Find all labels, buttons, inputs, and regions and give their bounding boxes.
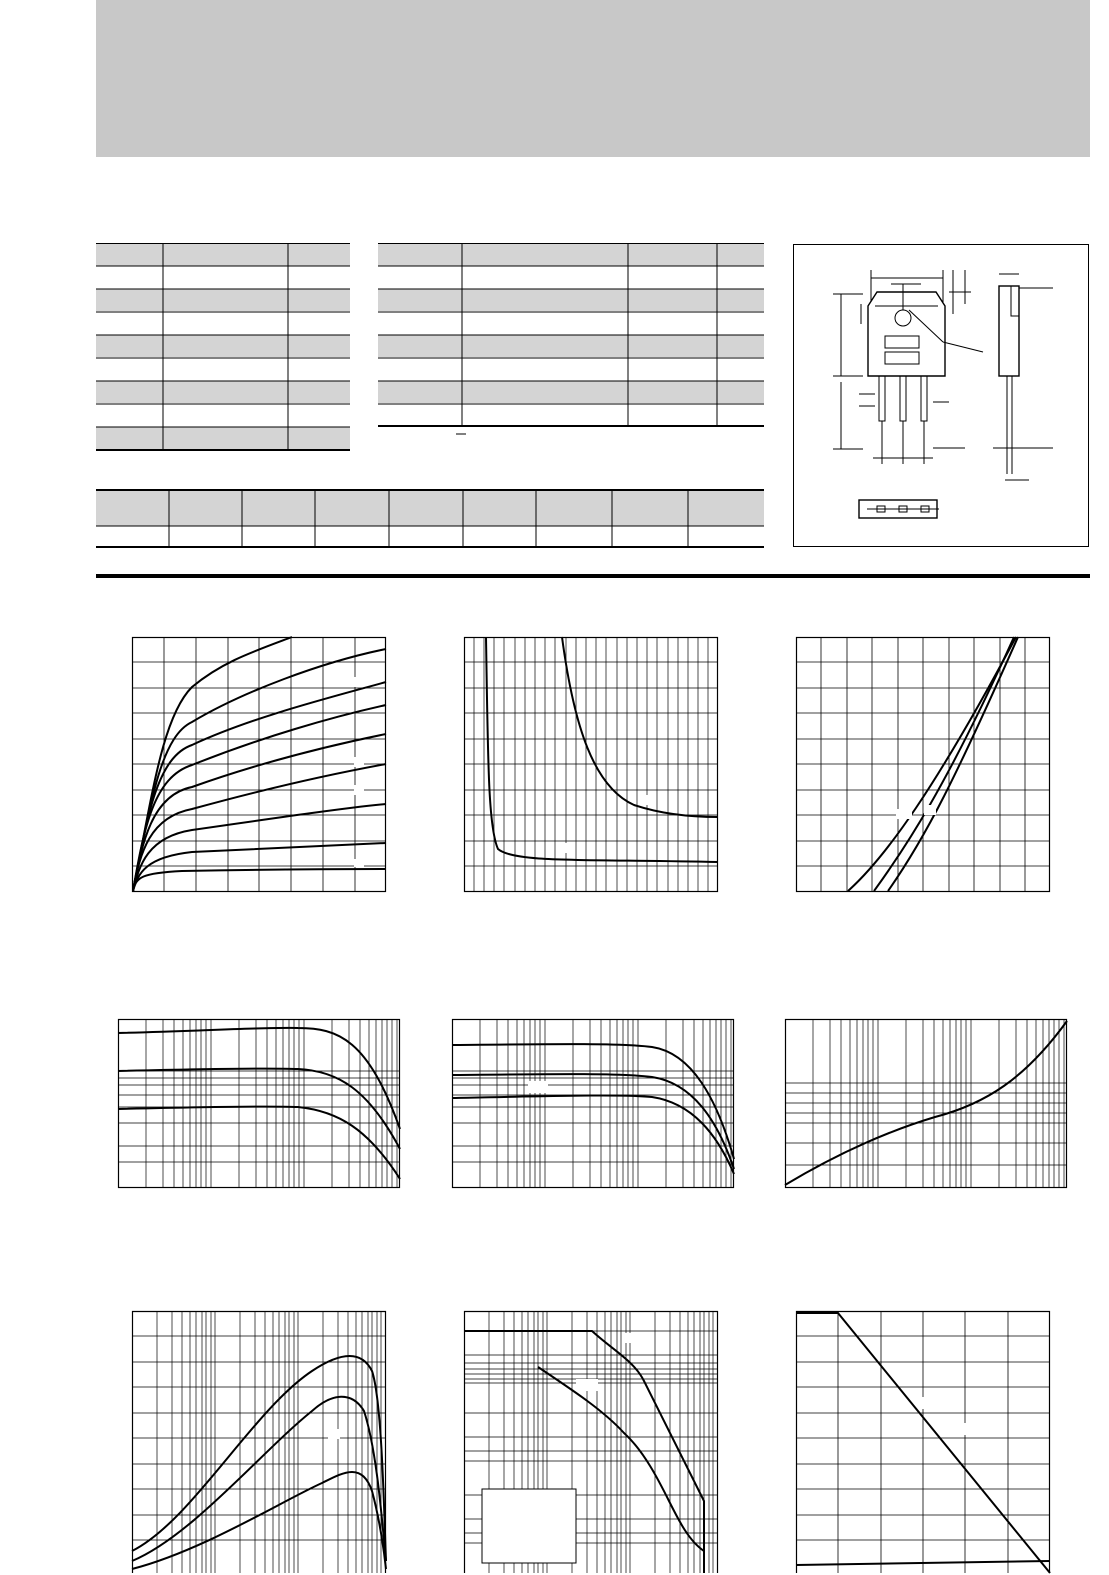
graph-vbe-ic [785, 1019, 1069, 1190]
abs-max-ratings-table [96, 242, 352, 454]
graph-pc-ta-derating [796, 1311, 1052, 1573]
section-rule [96, 574, 1090, 578]
graph-safe-operating-area [464, 1311, 720, 1573]
graph-hfe-ic-2 [452, 1019, 736, 1190]
graph-hfe-ic-1 [118, 1019, 402, 1190]
hfe-classification-table [96, 488, 768, 552]
package-drawing [793, 244, 1089, 547]
header-band [96, 0, 1090, 157]
electrical-characteristics-table [378, 242, 768, 442]
graph-ic-vbe [796, 637, 1052, 893]
graph-ft-ie [132, 1311, 388, 1573]
graph-vce-ib [464, 637, 720, 893]
graph-ic-vce [132, 637, 387, 893]
